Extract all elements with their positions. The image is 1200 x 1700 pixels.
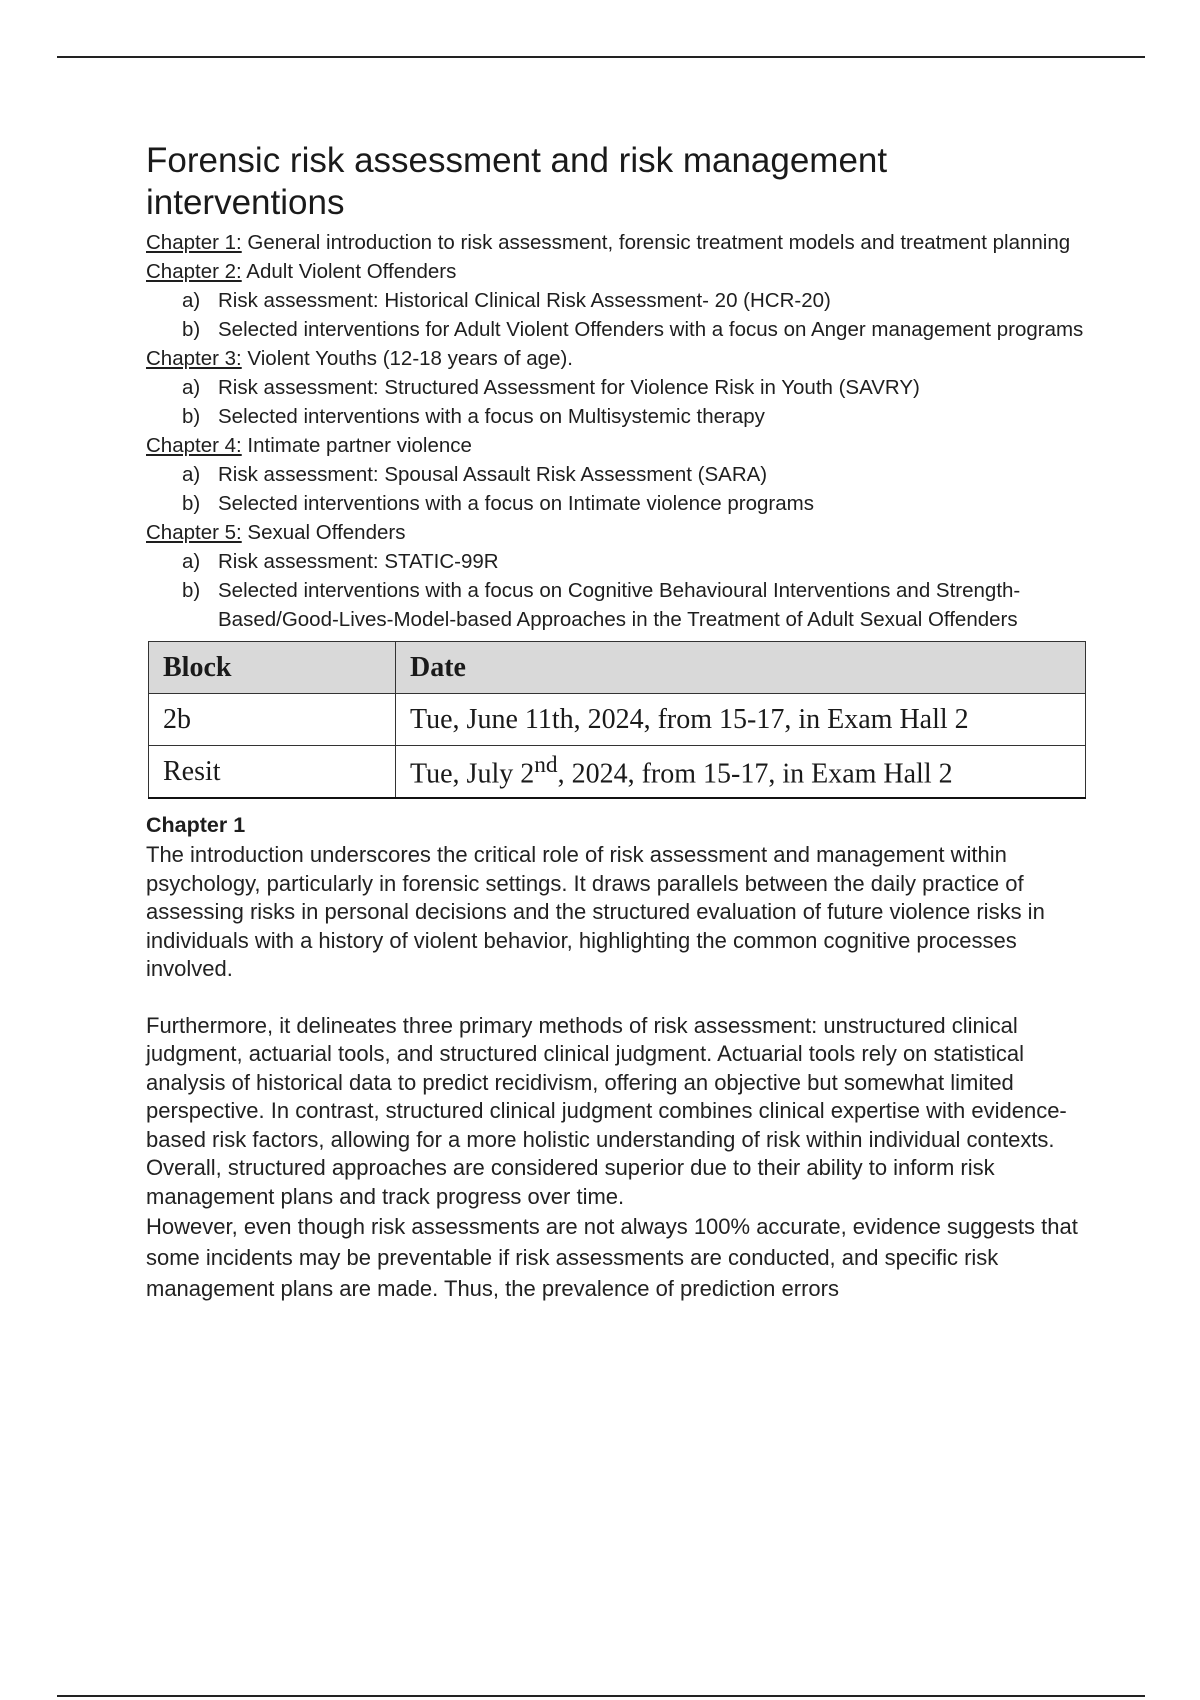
item-marker: b) <box>182 318 201 341</box>
item-text: Risk assessment: Historical Clinical Risk Assessment- 20 (HCR-20) <box>218 289 831 312</box>
outline-item <box>182 402 1096 431</box>
item-marker: b) <box>182 405 201 428</box>
table-header-row <box>149 642 1086 694</box>
body-paragraph: The introduction underscores the critical role of risk assessment and management within psychology, particularly in forensic settings. It draws parallels between the daily practice of assessing risks in personal decisions and the structured evaluation of future violence risks in individuals with a history of violent behavior, highlighting the common cognitive processes involved. <box>146 842 1045 981</box>
date-text-rest: , 2024, from 15-17, in Exam Hall 2 <box>557 758 953 790</box>
chapter-1-heading: Chapter 1 <box>146 813 246 837</box>
item-text: Selected interventions for Adult Violent Offenders with a focus on Anger management programs <box>218 318 1084 341</box>
cell-block: Resit <box>149 746 396 799</box>
bottom-rule <box>57 1695 1145 1697</box>
item-marker: a) <box>182 376 201 399</box>
outline-item <box>182 576 1096 634</box>
item-marker: b) <box>182 492 201 515</box>
item-text: Risk assessment: STATIC-99R <box>218 550 499 573</box>
chapter-label: Chapter 3: <box>146 347 242 370</box>
document-page <box>146 140 1096 1304</box>
chapter-label: Chapter 1: <box>146 231 242 254</box>
outline-chapter-3 <box>146 344 1096 373</box>
item-marker: a) <box>182 289 201 312</box>
outline-chapter-5 <box>146 518 1096 547</box>
item-text: Risk assessment: Spousal Assault Risk Assessment (SARA) <box>218 463 768 486</box>
table-row <box>149 694 1086 746</box>
document-title: Forensic risk assessment and risk management interventions <box>146 141 888 222</box>
body-paragraph: Furthermore, it delineates three primary methods of risk assessment: unstructured clinical judgment, actuarial tools, and structured clinical judgment. Actuarial tools rely on statistical analysis of historical data to predict recidivism, offering an objective but somewhat limited perspective. In contrast, structured clinical judgment combines clinical expertise with evidence-based risk factors, allowing for a more holistic understanding of risk within individual contexts. Overall, structured approaches are considered superior due to their ability to inform risk management plans and track progress over time. <box>146 1012 1067 1209</box>
header-block: Block <box>149 642 396 694</box>
item-marker: a) <box>182 550 201 573</box>
chapter-text: Sexual Offenders <box>241 521 406 544</box>
outline-item <box>182 315 1096 344</box>
item-text: Selected interventions with a focus on Cognitive Behavioural Interventions and Strength-Based/Good-Lives-Model-based Approaches in the Treatment of Adult Sexual Offenders <box>218 579 1021 631</box>
chapter-text: General introduction to risk assessment, forensic treatment models and treatment planning <box>241 231 1071 254</box>
outline-item <box>182 489 1096 518</box>
date-ordinal-suffix: nd <box>534 752 558 779</box>
chapter-text: Adult Violent Offenders <box>241 260 457 283</box>
date-text: Tue, July 2 <box>410 758 535 790</box>
chapter-text: Violent Youths (12-18 years of age). <box>241 347 573 370</box>
cell-date <box>396 746 1086 799</box>
top-rule <box>57 56 1145 58</box>
item-text: Risk assessment: Structured Assessment for Violence Risk in Youth (SAVRY) <box>218 376 920 399</box>
item-text: Selected interventions with a focus on Intimate violence programs <box>218 492 814 515</box>
outline-item <box>182 547 1096 576</box>
chapter-text: Intimate partner violence <box>241 434 472 457</box>
outline-chapter-2 <box>146 257 1096 286</box>
body-paragraph: However, even though risk assessments are not always 100% accurate, evidence suggests that some incidents may be preventable if risk assessments are conducted, and specific risk management plans are made. Thus, the prevalence of prediction errors <box>146 1214 1078 1301</box>
outline-chapter-1 <box>146 228 1096 257</box>
item-text: Selected interventions with a focus on Multisystemic therapy <box>218 405 765 428</box>
cell-date <box>396 694 1086 746</box>
chapter-label: Chapter 5: <box>146 521 242 544</box>
item-marker: b) <box>182 579 201 602</box>
header-date: Date <box>396 642 1086 694</box>
chapter-label: Chapter 4: <box>146 434 242 457</box>
outline-item <box>182 373 1096 402</box>
chapter-label: Chapter 2: <box>146 260 242 283</box>
outline-chapter-4 <box>146 431 1096 460</box>
date-text: Tue, June 11th, 2024, from 15-17, in Exam Hall 2 <box>410 703 969 735</box>
outline-item <box>182 460 1096 489</box>
table-row <box>149 746 1086 799</box>
exam-schedule-table <box>148 641 1086 799</box>
cell-block: 2b <box>149 694 396 746</box>
item-marker: a) <box>182 463 201 486</box>
outline-item <box>182 286 1096 315</box>
chapter-outline <box>146 228 1096 634</box>
